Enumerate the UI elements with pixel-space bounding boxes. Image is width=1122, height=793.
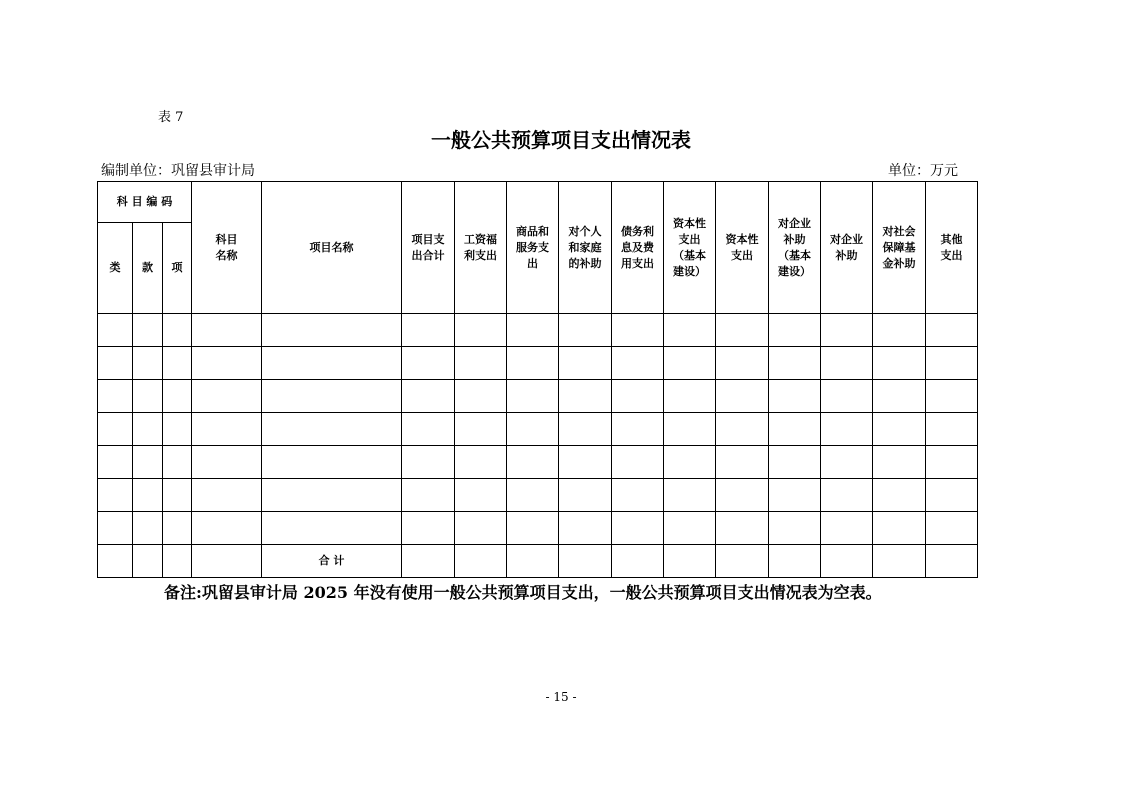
col-header-enterprise-basic: 对企业 补助 （基本 建设） <box>769 182 821 314</box>
expenditure-table <box>97 181 978 578</box>
table-row <box>98 479 978 512</box>
subject-name-header <box>192 182 262 314</box>
col-header-debt-interest: 债务利 息及费 用支出 <box>612 182 664 314</box>
col-header-capital: 资本性 支出 <box>716 182 769 314</box>
item-name-header <box>262 182 402 314</box>
code-col-category: 类 <box>98 223 133 314</box>
table-row <box>98 314 978 347</box>
col-header-total: 项目支 出合计 <box>402 182 455 314</box>
subject-code-header <box>98 182 192 223</box>
col-header-enterprise: 对企业 补助 <box>821 182 873 314</box>
table-row <box>98 380 978 413</box>
compiling-unit: 编制单位：巩留县审计局 <box>101 163 255 179</box>
page-title: 一般公共预算项目支出情况表 <box>431 128 691 152</box>
total-row <box>98 545 978 578</box>
table-number: 表 7 <box>158 110 184 125</box>
item-name-label: 项目名称 <box>309 240 354 254</box>
table-row <box>98 512 978 545</box>
total-label: 合 计 <box>262 545 402 578</box>
col-header-personal-subsidy: 对个人 和家庭 的补助 <box>559 182 612 314</box>
table-row <box>98 413 978 446</box>
footnote: 备注:巩留县审计局 2025 年没有使用一般公共预算项目支出，一般公共预算项目支出情况表为空表。 <box>164 583 882 602</box>
col-header-wages: 工资福 利支出 <box>455 182 507 314</box>
col-header-social-security: 对社会 保障基 金补助 <box>873 182 926 314</box>
table-row <box>98 347 978 380</box>
table-row <box>98 446 978 479</box>
col-header-other: 其他 支出 <box>926 182 978 314</box>
subject-name-label: 科目 名称 <box>215 232 238 262</box>
col-header-goods-services: 商品和 服务支 出 <box>507 182 559 314</box>
page-number: - 15 - <box>545 690 577 704</box>
code-col-section: 款 <box>133 223 163 314</box>
code-col-item: 项 <box>163 223 192 314</box>
subject-code-label: 科 目 编 码 <box>116 195 173 208</box>
col-header-capital-basic: 资本性 支出 （基本 建设） <box>664 182 716 314</box>
currency-unit: 单位：万元 <box>888 163 958 179</box>
